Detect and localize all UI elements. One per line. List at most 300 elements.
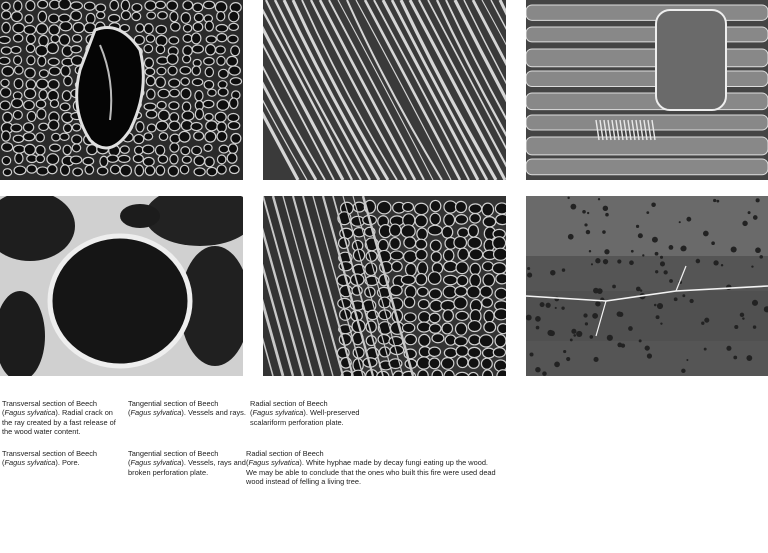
texture-mark [527, 267, 530, 270]
texture-mark [711, 241, 715, 245]
texture-mark [457, 275, 468, 285]
texture-mark [97, 167, 107, 175]
texture-mark [158, 12, 168, 19]
texture-mark [3, 112, 13, 122]
texture-mark [444, 214, 455, 226]
texture-mark [432, 370, 443, 376]
texture-mark [158, 155, 167, 163]
texture-mark [49, 25, 60, 35]
texture-mark [191, 122, 202, 130]
micrograph-radial-perforation-plate [526, 0, 768, 180]
texture-mark [195, 109, 203, 120]
texture-mark [642, 254, 644, 256]
texture-mark [753, 325, 756, 328]
texture-mark [734, 325, 738, 329]
texture-mark [107, 155, 118, 162]
texture-mark [378, 239, 388, 251]
texture-mark [23, 133, 34, 141]
micrograph-radial-perforation-plate-image [526, 0, 768, 180]
texture-mark [535, 367, 540, 372]
texture-mark [759, 255, 763, 259]
texture-mark [419, 312, 430, 323]
texture-mark [703, 231, 709, 237]
texture-mark [143, 157, 154, 166]
caption-radial-hyphae: Radial section of Beech (Fagus sylvatica). White hyphae made by decay fungi eating up the wood. We may be able to conclude that the ones who built this fire were used dead wood instead of felling a living tree. [246, 449, 496, 486]
texture-mark [636, 225, 639, 228]
texture-mark [50, 100, 58, 108]
texture-mark [158, 110, 169, 121]
texture-mark [205, 67, 213, 76]
texture-mark [647, 353, 652, 358]
texture-mark [546, 303, 551, 308]
texture-mark [204, 144, 212, 151]
texture-mark [740, 313, 744, 317]
texture-mark [417, 357, 430, 369]
texture-mark [483, 370, 493, 376]
texture-mark [229, 66, 241, 75]
texture-mark [550, 270, 555, 275]
texture-mark [591, 263, 593, 265]
texture-mark [406, 263, 417, 276]
texture-mark [169, 79, 180, 87]
texture-mark [183, 1, 193, 10]
texture-mark [156, 35, 167, 46]
texture-mark [701, 322, 704, 325]
texture-mark [3, 169, 11, 176]
texture-mark [584, 223, 587, 226]
texture-mark [442, 226, 453, 238]
texture-mark [14, 56, 22, 65]
texture-mark [594, 357, 599, 362]
texture-mark [748, 211, 751, 214]
texture-mark [756, 198, 760, 202]
texture-mark [120, 165, 131, 176]
texture-mark [571, 329, 576, 334]
texture-mark [183, 34, 192, 42]
texture-mark [25, 15, 33, 23]
texture-mark [366, 251, 377, 261]
texture-mark [2, 156, 10, 164]
texture-mark [456, 311, 469, 320]
texture-mark [218, 88, 228, 96]
texture-mark [669, 279, 673, 283]
texture-mark [554, 362, 560, 368]
texture-mark [454, 297, 467, 309]
texture-mark [217, 12, 225, 21]
texture-mark [157, 101, 166, 109]
texture-mark [540, 302, 545, 307]
texture-mark [216, 46, 226, 54]
texture-mark [121, 11, 130, 20]
texture-mark [158, 89, 169, 98]
texture-mark [71, 2, 83, 10]
micrograph-transversal-pore [0, 196, 243, 376]
texture-mark [713, 199, 716, 202]
texture-mark [146, 110, 157, 118]
texture-mark [228, 122, 240, 130]
texture-mark [183, 55, 191, 63]
texture-mark [146, 35, 154, 43]
texture-mark [379, 297, 391, 308]
texture-mark [526, 71, 768, 87]
texture-mark [48, 58, 59, 65]
texture-mark [206, 121, 218, 131]
texture-mark [731, 246, 737, 252]
texture-mark [656, 315, 660, 319]
texture-mark [217, 122, 226, 132]
texture-mark [468, 225, 478, 237]
texture-mark [182, 111, 194, 120]
texture-mark [219, 69, 229, 78]
texture-mark [167, 1, 178, 11]
texture-mark [83, 157, 94, 164]
texture-mark [403, 202, 414, 211]
texture-mark [2, 2, 10, 10]
texture-mark [144, 103, 156, 110]
texture-mark [206, 36, 216, 43]
texture-mark [419, 334, 430, 346]
texture-mark [159, 133, 167, 141]
texture-mark [170, 12, 178, 22]
texture-mark [664, 270, 668, 274]
texture-mark [37, 167, 49, 175]
texture-mark [530, 353, 534, 357]
texture-mark [228, 144, 237, 154]
texture-mark [168, 166, 178, 176]
texture-mark [227, 153, 237, 163]
texture-mark [482, 203, 493, 216]
texture-mark [444, 201, 457, 213]
texture-mark [617, 259, 621, 263]
texture-mark [194, 13, 203, 21]
texture-mark [38, 11, 46, 22]
texture-mark [561, 306, 564, 309]
texture-mark [14, 166, 26, 175]
texture-mark [595, 258, 600, 263]
texture-mark [144, 24, 153, 34]
texture-mark [617, 343, 622, 348]
texture-mark [415, 203, 428, 214]
texture-mark [36, 133, 45, 142]
micrograph-transversal-crack-image [0, 0, 243, 180]
texture-mark [144, 133, 153, 140]
texture-mark [145, 166, 154, 175]
texture-mark [205, 113, 213, 120]
texture-mark [470, 214, 481, 224]
texture-mark [470, 263, 480, 275]
texture-mark [455, 337, 468, 346]
texture-mark [443, 310, 454, 322]
texture-mark [428, 272, 441, 285]
texture-mark [64, 76, 72, 86]
texture-mark [428, 225, 442, 235]
texture-mark [660, 256, 663, 259]
texture-mark [96, 4, 106, 12]
texture-mark [542, 371, 547, 376]
texture-mark [205, 21, 213, 31]
texture-mark [14, 1, 22, 12]
texture-mark [429, 324, 441, 333]
texture-mark [657, 303, 663, 309]
texture-mark [547, 330, 553, 336]
texture-mark [589, 250, 591, 252]
texture-mark [169, 102, 179, 110]
texture-mark [36, 45, 48, 55]
texture-mark [52, 133, 60, 141]
texture-mark [85, 165, 93, 174]
texture-mark [171, 22, 180, 31]
texture-mark [755, 247, 761, 253]
texture-mark [444, 275, 458, 284]
texture-mark [726, 284, 731, 289]
texture-mark [713, 260, 718, 265]
texture-mark [146, 76, 155, 85]
texture-mark [432, 334, 444, 343]
texture-mark [71, 46, 81, 53]
texture-mark [36, 155, 45, 163]
texture-mark [206, 44, 216, 54]
texture-mark [36, 100, 45, 108]
texture-mark [470, 274, 481, 287]
texture-mark [468, 347, 481, 357]
texture-mark [429, 347, 441, 356]
texture-mark [597, 288, 603, 294]
texture-mark [526, 49, 768, 67]
texture-mark [182, 102, 190, 112]
texture-mark [404, 237, 416, 248]
micrograph-tangential-vessels [263, 0, 506, 180]
texture-mark [181, 147, 190, 155]
texture-mark [669, 245, 674, 250]
texture-mark [169, 37, 179, 44]
texture-mark [482, 262, 493, 271]
texture-mark [219, 145, 228, 153]
texture-mark [36, 23, 47, 34]
texture-mark [49, 120, 59, 130]
caption-tangential-vessels: Tangential section of Beech (Fagus sylvatica). Vessels and rays. [128, 399, 246, 418]
texture-mark [2, 131, 11, 141]
texture-mark [458, 248, 469, 260]
texture-mark [180, 165, 188, 174]
texture-mark [430, 200, 441, 211]
texture-mark [455, 201, 466, 212]
texture-mark [455, 286, 467, 296]
texture-mark [377, 201, 391, 214]
texture-mark [704, 348, 707, 351]
texture-mark [38, 56, 46, 66]
micrograph-tangential-vessels-image [263, 0, 506, 180]
texture-mark [136, 122, 144, 132]
texture-mark [467, 286, 480, 298]
micrograph-tangential-broken-plate-image [263, 196, 506, 376]
texture-mark [59, 34, 69, 45]
texture-mark [14, 79, 23, 89]
texture-mark [228, 35, 238, 43]
texture-mark [416, 239, 427, 249]
texture-mark [155, 145, 164, 155]
texture-mark [169, 121, 180, 131]
texture-mark [603, 206, 608, 211]
texture-mark [229, 11, 239, 22]
texture-mark [132, 12, 141, 20]
texture-mark [442, 323, 453, 334]
texture-mark [526, 315, 532, 321]
texture-mark [11, 124, 22, 132]
texture-mark [203, 100, 214, 107]
texture-mark [429, 358, 440, 369]
texture-mark [721, 264, 723, 266]
texture-mark [72, 144, 80, 152]
texture-mark [753, 215, 758, 220]
texture-mark [231, 46, 240, 56]
texture-mark [495, 203, 506, 214]
texture-mark [147, 89, 155, 99]
texture-mark [586, 230, 590, 234]
texture-mark [156, 166, 165, 176]
caption-transversal-crack: Transversal section of Beech (Fagus sylvatica). Radial crack on the ray created by a fast release of the wood water content. [2, 399, 116, 436]
texture-mark [390, 238, 401, 250]
texture-mark [526, 27, 768, 42]
texture-mark [392, 261, 403, 271]
texture-mark [480, 286, 492, 297]
texture-mark [110, 0, 119, 10]
texture-mark [13, 23, 25, 33]
texture-mark [751, 265, 753, 267]
texture-mark [535, 316, 541, 322]
texture-mark [71, 11, 82, 21]
texture-mark [181, 88, 191, 99]
texture-mark [230, 166, 240, 174]
texture-mark [205, 157, 214, 167]
texture-mark [444, 348, 457, 358]
texture-mark [681, 369, 685, 373]
texture-mark [48, 165, 57, 174]
texture-mark [655, 270, 658, 273]
micrograph-transversal-crack [0, 0, 243, 180]
texture-mark [405, 334, 417, 344]
texture-mark [72, 35, 81, 43]
texture-mark [603, 259, 608, 264]
texture-mark [145, 1, 156, 11]
texture-mark [457, 357, 468, 368]
texture-mark [0, 101, 10, 110]
texture-mark [652, 237, 658, 243]
texture-mark [455, 215, 467, 224]
texture-mark [62, 91, 71, 101]
texture-mark [170, 89, 180, 97]
texture-mark [696, 259, 701, 264]
texture-mark [108, 15, 119, 23]
texture-mark [97, 12, 105, 19]
texture-mark [429, 313, 440, 323]
texture-mark [655, 252, 659, 256]
texture-mark [389, 224, 400, 236]
texture-mark [121, 0, 129, 11]
texture-mark [143, 145, 154, 154]
texture-mark [401, 275, 415, 284]
texture-mark [135, 165, 144, 176]
texture-mark [617, 311, 622, 316]
texture-mark [443, 249, 453, 261]
texture-mark [118, 155, 130, 162]
texture-mark [227, 56, 238, 66]
texture-mark [495, 335, 506, 347]
texture-mark [47, 43, 58, 54]
texture-mark [192, 66, 200, 75]
texture-mark [15, 66, 24, 74]
texture-mark [479, 335, 493, 347]
texture-mark [13, 34, 22, 42]
texture-mark [416, 249, 427, 260]
texture-mark [13, 135, 23, 142]
texture-mark [217, 155, 225, 164]
texture-mark [0, 57, 10, 64]
texture-mark [70, 156, 81, 164]
texture-mark [61, 66, 70, 77]
texture-mark [215, 112, 226, 122]
texture-mark [27, 56, 35, 65]
texture-mark [194, 168, 205, 176]
texture-mark [562, 268, 565, 271]
texture-mark [680, 246, 685, 251]
texture-mark [156, 1, 166, 8]
texture-mark [587, 212, 589, 214]
texture-mark [576, 331, 582, 337]
texture-mark [733, 356, 737, 360]
texture-mark [24, 26, 36, 35]
texture-mark [686, 359, 688, 361]
texture-mark [526, 93, 768, 110]
texture-mark [25, 68, 35, 78]
texture-mark [468, 237, 482, 248]
texture-mark [454, 237, 467, 249]
texture-mark [629, 260, 634, 265]
texture-mark [496, 274, 506, 284]
texture-mark [726, 346, 731, 351]
texture-mark [231, 134, 241, 144]
texture-mark [2, 11, 11, 19]
texture-mark [86, 13, 95, 23]
texture-mark [60, 22, 72, 31]
texture-mark [157, 57, 168, 64]
texture-mark [2, 66, 14, 76]
texture-mark [49, 67, 60, 75]
micrograph-transversal-pore-image [0, 196, 243, 376]
texture-mark [26, 80, 35, 90]
texture-mark [679, 221, 681, 223]
texture-mark [746, 355, 752, 361]
texture-mark [230, 98, 238, 109]
texture-mark [13, 145, 25, 153]
texture-mark [640, 289, 642, 291]
texture-mark [417, 228, 428, 240]
texture-mark [39, 123, 48, 130]
texture-mark [1, 88, 11, 98]
texture-mark [208, 89, 216, 96]
texture-mark [582, 210, 586, 214]
texture-mark [217, 34, 227, 42]
texture-mark [135, 146, 143, 154]
texture-mark [73, 168, 83, 176]
texture-mark [430, 240, 441, 251]
texture-mark [24, 123, 34, 132]
texture-mark [566, 357, 570, 361]
texture-mark [496, 214, 506, 224]
texture-mark [418, 262, 428, 275]
texture-mark [612, 285, 616, 289]
texture-mark [51, 35, 59, 43]
texture-mark [430, 213, 440, 225]
